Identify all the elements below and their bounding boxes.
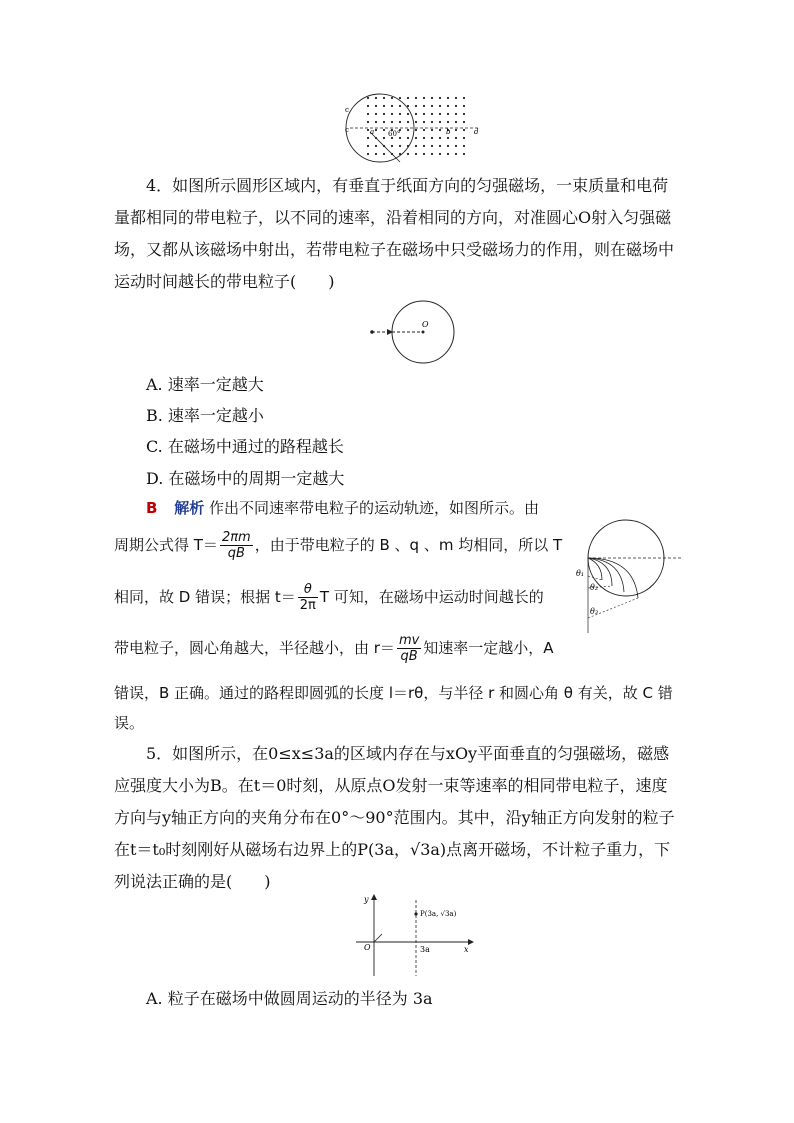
field-dot [367, 113, 369, 115]
field-dot [463, 145, 465, 147]
field-dot [383, 113, 385, 115]
field-dot [415, 105, 417, 107]
field-dot [423, 153, 425, 155]
field-dot [407, 153, 409, 155]
label-p: P(3a, √3a) [420, 910, 457, 918]
field-dot [439, 137, 441, 139]
field-dot [455, 153, 457, 155]
fraction-num: θ [298, 582, 318, 598]
label-d: d [474, 128, 479, 136]
field-dot [367, 153, 369, 155]
field-dot [431, 121, 433, 123]
field-dot [423, 145, 425, 147]
q5-option-a: A. 粒子在磁场中做圆周运动的半径为 3a [146, 989, 433, 1008]
solution-text-3b: T 可知，在磁场中运动时间越长的 [319, 588, 544, 606]
field-dot [415, 129, 417, 131]
label-o: O [422, 320, 429, 329]
field-dot [455, 97, 457, 99]
q4-option-c: C. 在磁场中通过的路程越长 [146, 437, 344, 456]
field-dot [383, 97, 385, 99]
q4-option-b: B. 速率一定越小 [146, 406, 264, 425]
field-dot [383, 105, 385, 107]
field-dot [367, 137, 369, 139]
label-y: y [364, 895, 369, 904]
solution-line-1 [146, 497, 539, 518]
field-dot [383, 153, 385, 155]
trajectory-arc-3 [588, 558, 612, 586]
x-arrow-icon [468, 939, 474, 945]
field-dot [463, 121, 465, 123]
q5-axis-figure [352, 892, 476, 976]
solution-line-6: 误。 [114, 714, 145, 732]
field-dot [375, 113, 377, 115]
field-dot [375, 129, 377, 131]
field-dot [383, 121, 385, 123]
label-a: a [370, 128, 375, 136]
fraction-den: 2π [299, 598, 316, 613]
field-dot [439, 121, 441, 123]
field-dot [407, 105, 409, 107]
field-dot [431, 129, 433, 131]
field-dot [383, 129, 385, 131]
field-dot [463, 105, 465, 107]
field-dot [439, 97, 441, 99]
question-4-text: 4．如图所示圆形区域内，有垂直于纸面方向的匀强磁场，一束质量和电荷量都相同的带电粒子，以不同的速率，沿着相同的方向，对准圆心O射入匀强磁场，又都从该磁场中射出，若带电粒子在磁场中只受磁场力的作用，则在磁场中运动时间越长的带电粒子( ) [114, 176, 675, 291]
solution-line-2 [114, 530, 562, 561]
solution-line-5: 错误，B 正确。通过的路程即圆弧的长度 l＝rθ，与半径 r 和圆心角 θ 有关，故 C 错 [114, 684, 673, 702]
field-dot [407, 113, 409, 115]
field-dot [391, 97, 393, 99]
field-dot [375, 97, 377, 99]
solution-text-2b: ，由于带电粒子的 B 、q 、m 均相同，所以 T [254, 536, 563, 554]
field-dot [431, 113, 433, 115]
field-dot [455, 121, 457, 123]
field-dot [463, 153, 465, 155]
field-dot [431, 145, 433, 147]
field-dot [423, 121, 425, 123]
field-dot [415, 121, 417, 123]
solution-trajectory-figure [574, 518, 684, 636]
field-dot [399, 105, 401, 107]
field-dot [439, 113, 441, 115]
fraction-time [298, 582, 318, 613]
fraction-den: qB [400, 649, 418, 664]
label-angle: 60° [388, 130, 401, 138]
center-dot [422, 331, 425, 334]
fraction-num: 2πm [221, 530, 251, 545]
field-dot [415, 137, 417, 139]
label-x: x [464, 945, 469, 954]
field-dot [407, 137, 409, 139]
field-dot [447, 113, 449, 115]
field-dot [447, 145, 449, 147]
field-dot [375, 153, 377, 155]
top-field-figure [340, 92, 490, 164]
field-dot [415, 153, 417, 155]
field-dot [407, 121, 409, 123]
answer-letter: B [146, 499, 158, 517]
field-dot [439, 129, 441, 131]
field-dot [431, 97, 433, 99]
field-dot [375, 121, 377, 123]
fraction-period [220, 530, 253, 561]
field-dot [367, 97, 369, 99]
field-dot [455, 137, 457, 139]
field-dot [399, 121, 401, 123]
field-dot [439, 153, 441, 155]
field-dot [391, 121, 393, 123]
label-3a: 3a [420, 945, 430, 954]
field-dot [399, 97, 401, 99]
field-dot [423, 129, 425, 131]
solution-text-2a: 周期公式得 T＝ [114, 536, 218, 554]
label-origin: O [364, 943, 371, 952]
field-dot [431, 153, 433, 155]
trajectory-arc-1 [588, 558, 638, 598]
field-dots [367, 97, 465, 155]
solution-text-3a: 相同，故 D 错误；根据 t＝ [114, 588, 296, 606]
label-theta3: θ₃ [590, 607, 599, 616]
field-dot [463, 129, 465, 131]
field-dot [463, 97, 465, 99]
solution-line-4 [114, 633, 554, 664]
solution-text-4a: 带电粒子，圆心角越大，半径越小，由 r＝ [114, 639, 395, 657]
field-dot [367, 145, 369, 147]
field-dot [463, 137, 465, 139]
field-dot [407, 97, 409, 99]
field-dot [423, 97, 425, 99]
field-dot [423, 137, 425, 139]
field-dot [375, 145, 377, 147]
field-dot [407, 129, 409, 131]
field-dot [431, 105, 433, 107]
field-dot [455, 105, 457, 107]
field-dot [415, 145, 417, 147]
field-dot [455, 145, 457, 147]
field-dot [415, 97, 417, 99]
fraction-num: mv [398, 633, 420, 648]
label-b: b [446, 128, 451, 136]
q4-option-d: D. 在磁场中的周期一定越大 [146, 469, 345, 488]
field-dot [447, 105, 449, 107]
field-dot [447, 153, 449, 155]
field-dot [391, 113, 393, 115]
origin-velocity [374, 934, 382, 942]
field-dot [415, 113, 417, 115]
field-dot [447, 137, 449, 139]
field-dot [367, 121, 369, 123]
field-dot [447, 97, 449, 99]
field-dot [367, 105, 369, 107]
field-dot [391, 145, 393, 147]
field-dot [447, 121, 449, 123]
y-arrow-icon [371, 894, 377, 900]
fraction-den: qB [227, 546, 245, 561]
solution-text-1: 作出不同速率带电粒子的运动轨迹，如图所示。由 [209, 499, 540, 517]
field-dot [439, 105, 441, 107]
field-dot [375, 105, 377, 107]
field-dot [455, 113, 457, 115]
label-c-top: c [345, 106, 349, 114]
fraction-radius [397, 633, 421, 664]
field-dot [431, 137, 433, 139]
field-dot [463, 113, 465, 115]
solution-tag: 解析 [174, 499, 205, 517]
field-dot [439, 145, 441, 147]
field-dot [367, 129, 369, 131]
field-dot [399, 113, 401, 115]
label-c: c [345, 126, 349, 134]
label-theta1: θ₁ [576, 569, 585, 578]
field-dot [391, 105, 393, 107]
field-dot [423, 105, 425, 107]
field-dot [423, 113, 425, 115]
question-5-text: 5．如图所示，在0≤x≤3a的区域内存在与xOy平面垂直的匀强磁场，磁感应强度大小为B。在t＝0时刻，从原点O发射一束等速率的相同带电粒子，速度方向与y轴正方向的夹角分布在0°～90°范围内。其中，沿y轴正方向发射的粒子在t＝t₀时刻刚好从磁场右边界上的P(3a，√3a)点离开磁场，不计粒子重力，下列说法正确的是( ) [114, 744, 675, 891]
field-dot [455, 129, 457, 131]
solution-line-3 [114, 582, 544, 613]
field-dot [399, 145, 401, 147]
label-theta2: θ₂ [590, 583, 599, 592]
solution-text-4b: 知速率一定越小，A [423, 639, 554, 657]
field-dot [383, 137, 385, 139]
q4-option-a: A. 速率一定越大 [146, 375, 264, 394]
point-p [414, 912, 417, 915]
q4-circle-figure [360, 298, 470, 370]
